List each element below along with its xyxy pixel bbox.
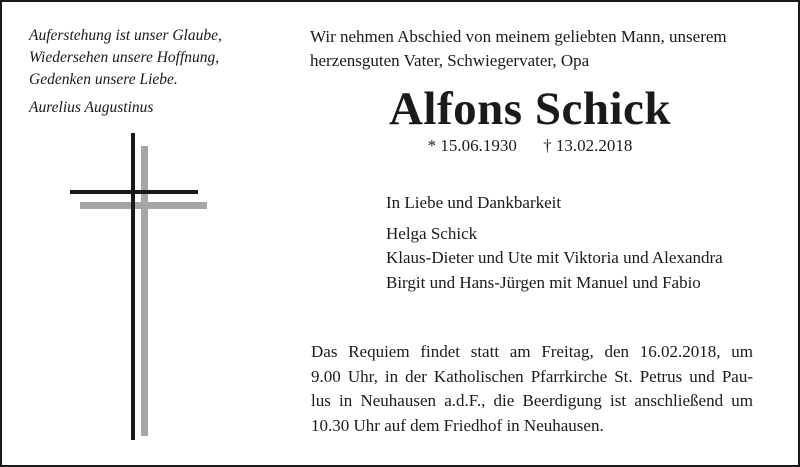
intro-line: Wir nehmen Abschied von meinem geliebten Mann, unserem (310, 27, 727, 46)
intro-text (310, 25, 780, 73)
requiem-line: lus in Neuhausen a.d.F., die Beerdigung ist anschließend um (311, 391, 753, 410)
birth-date: * 15.06.1930 (427, 136, 517, 155)
requiem-text (311, 340, 753, 438)
requiem-line: Das Requiem findet statt am Freitag, den 16.02.2018, um (311, 342, 753, 361)
family-heading: In Liebe und Dankbarkeit (386, 193, 562, 212)
quote-line: Gedenken unsere Liebe. (29, 71, 178, 88)
cross-shadow-horizontal (80, 202, 207, 209)
cross-vertical-bar (131, 133, 135, 440)
quote-line: Wiedersehen unsere Hoffnung, (29, 49, 220, 66)
requiem-line: 10.30 Uhr auf dem Friedhof in Neuhausen. (311, 415, 604, 435)
cross-horizontal-bar (70, 190, 198, 194)
deceased-name: Alfons Schick (388, 83, 672, 135)
family-member: Helga Schick (386, 223, 478, 243)
intro-line: herzensguten Vater, Schwiegervater, Opa (310, 51, 590, 70)
quote-block (29, 25, 289, 119)
quote-line: Auferstehung ist unser Glaube, (29, 27, 222, 44)
requiem-line: 9.00 Uhr, in der Katholischen Pfarrkirche St. Petrus und Pau- (311, 366, 753, 386)
family-member: Klaus-Dieter und Ute mit Viktoria und Alexandra (386, 248, 723, 267)
family-member: Birgit und Hans-Jürgen mit Manuel und Fabio (386, 272, 701, 292)
quote-author: Aurelius Augustinus (29, 99, 154, 116)
death-date: † 13.02.2018 (543, 136, 633, 155)
cross-icon (68, 133, 208, 443)
life-dates (300, 135, 760, 157)
family-block (386, 191, 786, 295)
